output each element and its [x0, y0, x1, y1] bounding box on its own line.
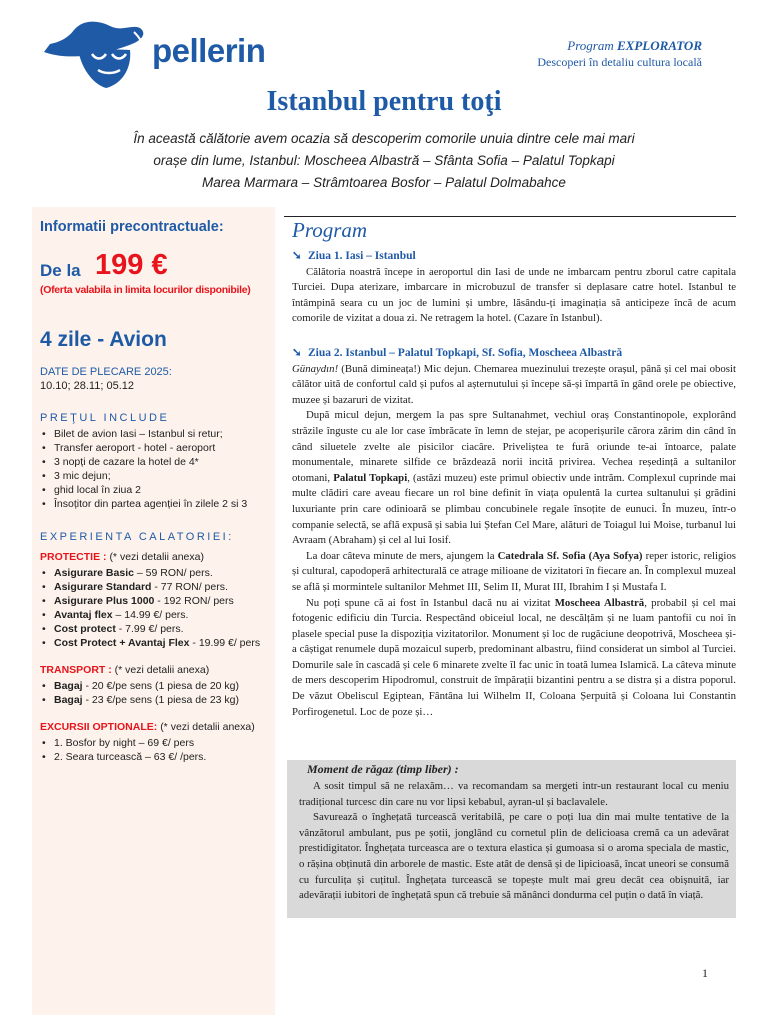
list-item: • Asigurare Standard - 77 RON/ pers. — [54, 580, 267, 594]
program-header — [537, 38, 702, 70]
day-1-text: Călătoria noastră începe in aeroportul din Iasi de unde ne imbarcam pentru zborul catre capitala Turciei. Dupa aterizare, imbarcare in microbuzul de transfer si deplasare catre hotel. Istanbul te întâmpină seara cu un joc de lumini și umbre, lăsându-ți imaginația să anticipeze încă de acum comorile de vizitat a doua zi. Ne retragem la hotel. (Cazare în Istanbul). — [292, 265, 736, 325]
page-title: Istanbul pentru toţi — [266, 86, 502, 117]
price-value: 199 € — [95, 249, 168, 281]
program-label: Program EXPLORATOR — [567, 38, 702, 53]
includes-list — [40, 427, 267, 511]
day-2-paragraph: La doar câteva minute de mers, ajungem la Catedrala Sf. Sofia (Aya Sofya) reper istoric, religios și cultural, capodoperă arhitecturală ce atrage milioane de vizitatori în fiecare an. În complexul muzeal se află și mormintele sultanilor Mehmet III, Selim II, Murat III, Ibrahim I și Mustafa I. — [292, 549, 736, 593]
day-1-section — [292, 249, 736, 327]
program-name: EXPLORATOR — [616, 38, 702, 53]
day-2-title: ➘ Ziua 2. Istanbul – Palatul Topkapi, Sf. Sofia, Moscheea Albastră — [292, 346, 736, 362]
offer-note: (Oferta valabila in limita locurilor disponibile) — [40, 284, 251, 296]
list-item: • ghid local în ziua 2 — [54, 483, 267, 497]
list-item: • 3 mic dejun; — [54, 469, 267, 483]
day-1-title: ➘ Ziua 1. Iasi – Istanbul — [292, 249, 736, 265]
page-subtitle — [40, 128, 728, 194]
program-divider — [284, 216, 736, 217]
experience-heading: EXPERIENTA CALATORIEI: — [40, 531, 234, 543]
arrow-down-right-icon: ➘ — [292, 347, 302, 359]
info-sidebar — [32, 207, 275, 1015]
protection-heading: PROTECTIE : (* vezi detalii anexa) — [40, 551, 204, 563]
list-item: • Cost Protect + Avantaj Flex - 19.99 €/ pers — [54, 636, 267, 650]
subtitle-line: Marea Marmara – Strâmtoarea Bosfor – Palatul Dolmabahce — [202, 175, 566, 190]
list-item: • Însoțitor din partea agenției în zilele 2 si 3 — [54, 497, 267, 511]
free-time-heading: Moment de răgaz (timp liber) : — [307, 762, 459, 776]
includes-heading: PREŢUL INCLUDE — [40, 412, 170, 424]
day-2-section — [292, 346, 736, 720]
list-item: • Asigurare Basic – 59 RON/ pers. — [54, 566, 267, 580]
day-2-paragraph: Günaydın! (Bună dimineața!) Mic dejun. Chemarea muezinului trezește orașul, până și cel mai obosit călător uită de confortul cald și pufos al așternutului și începe să-și împartă în gând orele pe obiective, muzee și bazaruri de vizitat. — [292, 362, 736, 406]
excursions-heading: EXCURSII OPTIONALE: (* vezi detalii anexa) — [40, 721, 255, 733]
transport-list — [40, 679, 267, 707]
dates-heading: DATE DE PLECARE 2025: — [40, 366, 172, 378]
excursions-list — [40, 736, 267, 764]
page-number: 1 — [702, 966, 708, 980]
departure-dates: 10.10; 28.11; 05.12 — [40, 380, 134, 392]
program-tagline: Descoperi în detaliu cultura locală — [537, 55, 702, 69]
brand-name: pellerin — [152, 32, 266, 69]
program-heading: Program — [292, 218, 368, 242]
list-item: • Avantaj flex – 14.99 €/ pers. — [54, 608, 267, 622]
list-item: • Bilet de avion Iasi – Istanbul si retur; — [54, 427, 267, 441]
subtitle-line: În această călătorie avem ocazia să descoperim comorile unuia dintre cele mai mari — [133, 131, 635, 146]
list-item: • 3 nopți de cazare la hotel de 4* — [54, 455, 267, 469]
free-time-paragraph: Savurează o înghețată turcească veritabilă, pe care o poți lua din mai multe tentative de la vânzătorul ambulant, pus pe șotii, jonglând cu cornetul plin de delicioasa cremă ca un adevărat prestidigitator. Înghețata turceasca are o textura elastica și gumoasa si o aroma speciala de mastic, o rășina obținută din arborele de mastic. Este atât de densă și de lipicioasă, încat uneori se consumă cu furculița și cuțitul. Înghețata turcească se topește mult mai greu decât cea obișnuită, iar adevărații iubitori de înghețată spun că trebuie să mănânci dondurma cel puțin o dată în viață. — [299, 811, 729, 902]
trip-duration: 4 zile - Avion — [40, 328, 167, 351]
transport-heading: TRANSPORT : (* vezi detalii anexa) — [40, 664, 210, 676]
subtitle-line: orașe din lume, Istanbul: Moscheea Albastră – Sfânta Sofia – Palatul Topkapi — [153, 153, 615, 168]
free-time-box — [287, 760, 736, 918]
day-2-paragraph: Nu poți spune că ai fost în Istanbul dacă nu ai vizitat Moscheea Albastră, probabil și cel mai fotogenic edificiu din Turcia. Respectând obiceiul local, ne descălțăm și ne luam pantofii cu noi în plasele special puse la dispoziția vizitatorilor. Monument și loc de rugăciune deopotrivă, Moscheea și-a câștigat renumele după mozaicul superb, predominant albastru, fiind considerat un simbol al Turciei. Domurile sale în cascadă și cele 6 minarete zvelte îl fac unic în toată lumea Islamică. La câteva minute de mers descoperim Hipodromul, construit de împărații bizantini pentru a se distra și a distra poporul. De văzut Obeliscul Egiptean, Fântâna lui Wilhelm II, Coloana Șerpuită și Coloana lui Constantin Porfirogenetul. Loc de poze și… — [292, 596, 736, 718]
free-time-text — [299, 779, 729, 904]
list-item: • 1. Bosfor by night – 69 €/ pers — [54, 736, 267, 750]
protection-list — [40, 566, 267, 650]
price-prefix: De la — [40, 261, 81, 280]
info-heading: Informatii precontractuale: — [40, 219, 224, 235]
arrow-down-right-icon: ➘ — [292, 250, 302, 262]
list-item: • Cost protect - 7.99 €/ pers. — [54, 622, 267, 636]
day-2-paragraph: După micul dejun, mergem la pas spre Sultanahmet, vechiul oraș Constantinopole, explorând străzile înguste cu ale lor case îmbrăcate în lemn de stejar, pe acoperișurile cărora zărim din când în când siluetele zvelte ale pisicilor ciacâre. Priveliștea te fură oriunde te-ai întoarce, palate monumentale, minarete silfide ce brăzdează norii incită privirea. Vechea reședință a sultanilor otomani, Palatul Topkapi, (astăzi muzeu) este primul obiectiv unde intrăm. Complexul cuprinde mai multe clădiri care aveau fiecare un rol bine definit în viața opulentă la curtea sultanului și grădini luxuriante prin care odinioară se plimbau concubinele regale însoțite de eunuci. În muzeu, într-o companie selectă, se află expusă și sabia lui Ștefan Cel Mare, alături de Toiagul lui Moise, turbanul lui Avraam (Abraham) și cel al lui Iosif. — [292, 409, 736, 547]
list-item: • Asigurare Plus 1000 - 192 RON/ pers — [54, 594, 267, 608]
price-row — [40, 249, 267, 283]
list-item: • Transfer aeroport - hotel - aeroport — [54, 441, 267, 455]
free-time-paragraph: A sosit timpul să ne relaxăm… va recomandam sa mergeti intr-un restaurant local cu meniu tradițional turcesc din care nu vor lipsi kebabul, ayran-ul și baclavalele. — [299, 780, 729, 808]
list-item: • Bagaj - 20 €/pe sens (1 piesa de 20 kg) — [54, 679, 267, 693]
list-item: • Bagaj - 23 €/pe sens (1 piesa de 23 kg) — [54, 693, 267, 707]
list-item: • 2. Seara turcească – 63 €/ /pers. — [54, 750, 267, 764]
